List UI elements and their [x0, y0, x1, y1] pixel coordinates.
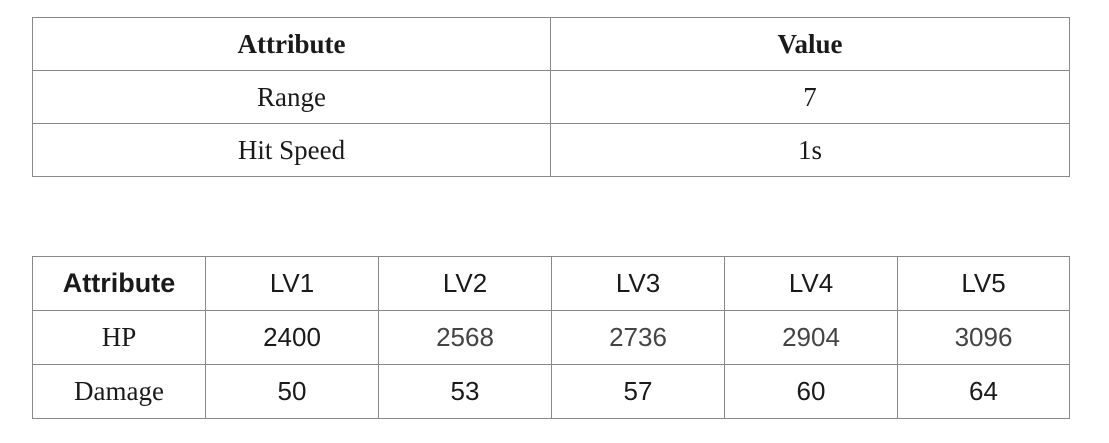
- table-cell: 64: [898, 365, 1070, 419]
- table-cell: 53: [379, 365, 552, 419]
- column-header-lv2: LV2: [379, 257, 552, 311]
- table-row: [33, 365, 1070, 419]
- table-cell: 2904: [725, 311, 898, 365]
- table-cell: 2568: [379, 311, 552, 365]
- attribute-value-cell: 7: [551, 71, 1070, 124]
- column-header-attribute: Attribute: [33, 18, 551, 71]
- table-cell: 3096: [898, 311, 1070, 365]
- table-row: [33, 71, 1070, 124]
- column-header-lv5: LV5: [898, 257, 1070, 311]
- table-cell: 50: [206, 365, 379, 419]
- table-row: [33, 124, 1070, 177]
- row-label-damage: Damage: [33, 365, 206, 419]
- table-cell: 2400: [206, 311, 379, 365]
- table-cell: 2736: [552, 311, 725, 365]
- table-cell: 60: [725, 365, 898, 419]
- table-header-row: [33, 257, 1070, 311]
- column-header-lv1: LV1: [206, 257, 379, 311]
- table-cell: 57: [552, 365, 725, 419]
- attribute-name-cell: Range: [33, 71, 551, 124]
- table-row: [33, 311, 1070, 365]
- attribute-name-cell: Hit Speed: [33, 124, 551, 177]
- column-header-attribute: Attribute: [33, 257, 206, 311]
- column-header-value: Value: [551, 18, 1070, 71]
- column-header-lv4: LV4: [725, 257, 898, 311]
- column-header-lv3: LV3: [552, 257, 725, 311]
- attribute-value-table: [32, 17, 1070, 177]
- row-label-hp: HP: [33, 311, 206, 365]
- table-header-row: [33, 18, 1070, 71]
- level-stats-table: [32, 256, 1070, 419]
- attribute-value-cell: 1s: [551, 124, 1070, 177]
